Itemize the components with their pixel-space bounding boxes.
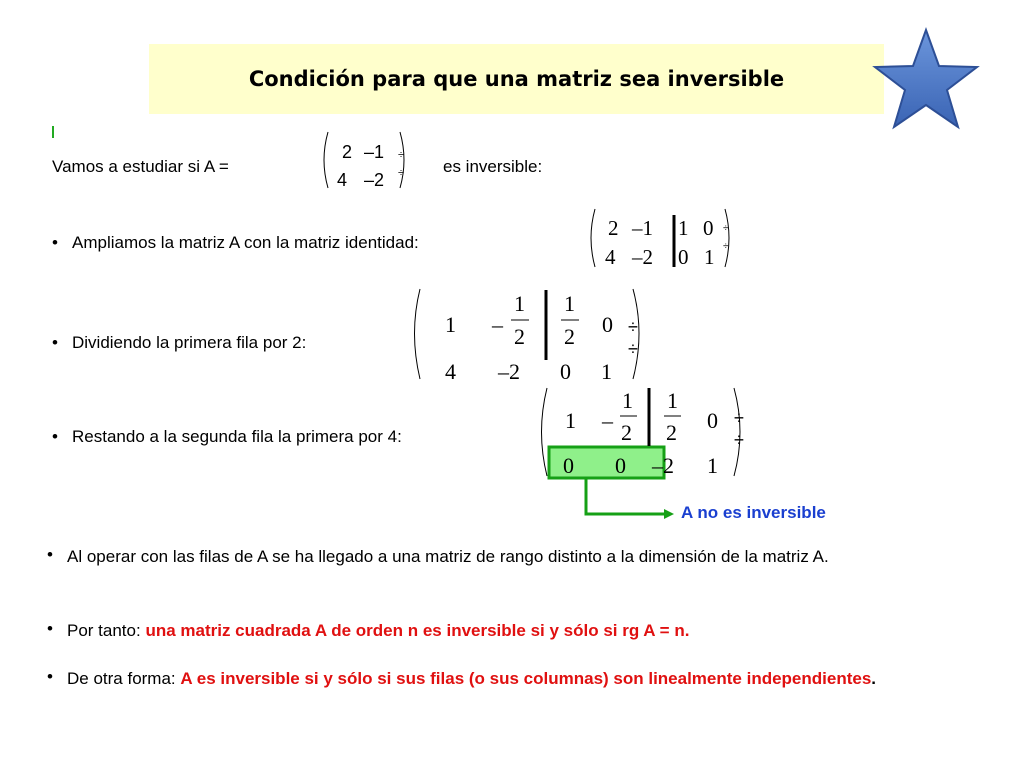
fraction-numerator: 1 (667, 388, 678, 413)
bullet: • (47, 667, 53, 686)
matrix-cell: 1 (445, 312, 456, 337)
matrix-cell: 2 (342, 142, 353, 162)
bracket-glyph: ÷ (628, 317, 638, 337)
matrix-cell: 1 (601, 359, 612, 384)
title-banner (149, 44, 884, 114)
intro-suffix: es inversible: (443, 157, 543, 176)
step1-label: Ampliamos la matriz A con la matriz identidad: (72, 233, 419, 252)
matrix-step-divide (405, 285, 655, 385)
bracket-glyph: ÷ (398, 149, 405, 161)
bracket-glyph: ÷ (723, 223, 729, 234)
bullet: • (52, 233, 58, 252)
matrix-cell: 0 (560, 359, 571, 384)
bracket-glyph: ÷ (398, 167, 405, 179)
matrix-cell: –1 (364, 142, 385, 162)
matrix-cell: 2 (608, 216, 619, 240)
matrix-cell: 1 (704, 245, 715, 269)
theorem-statement: una matriz cuadrada A de orden n es inversible si y sólo si rg A = n. (145, 621, 690, 640)
intro-prefix: Vamos a estudiar si A = (52, 157, 229, 176)
bracket-glyph: ÷ (734, 430, 744, 450)
fraction-numerator: 1 (564, 291, 575, 316)
matrix-a (318, 128, 418, 192)
bracket-glyph: ÷ (628, 339, 638, 359)
paragraph-prefix: De otra forma: (67, 669, 181, 688)
paragraph-conclusion (67, 619, 987, 643)
matrix-cell: 0 (707, 408, 718, 433)
matrix-cell: 0 (678, 245, 689, 269)
matrix-cell: 0 (615, 453, 626, 478)
paragraph-prefix: Por tanto: (67, 621, 146, 640)
matrix-augmented-identity (583, 205, 743, 273)
matrix-cell: 0 (602, 312, 613, 337)
fraction-denominator: 2 (621, 420, 632, 445)
bullet: • (47, 545, 53, 564)
annotation-not-invertible: A no es inversible (681, 503, 826, 522)
cursor-mark (52, 126, 54, 138)
paragraph-alternative (67, 667, 987, 691)
page-title: Condición para que una matriz sea inversible (248, 67, 785, 91)
paragraph-rank: Al operar con las filas de A se ha llegado a una matriz de rango distinto a la dimensión de la matriz A. (67, 547, 829, 566)
bullet: • (52, 333, 58, 352)
period: . (871, 669, 877, 688)
matrix-cell: –2 (652, 453, 674, 478)
fraction-numerator: 1 (622, 388, 633, 413)
bracket-glyph: ÷ (734, 408, 744, 428)
bracket-glyph: ÷ (723, 241, 729, 252)
arrow-right-icon (580, 478, 680, 523)
matrix-cell: 4 (337, 170, 348, 190)
matrix-cell: 4 (445, 359, 456, 384)
star-icon (871, 26, 981, 134)
matrix-cell: 4 (605, 245, 616, 269)
fraction-denominator: 2 (564, 324, 575, 349)
matrix-cell: –2 (364, 170, 385, 190)
fraction-denominator: 2 (514, 324, 525, 349)
fraction-denominator: 2 (666, 420, 677, 445)
minus-sign: – (492, 312, 503, 337)
matrix-cell: 1 (565, 408, 576, 433)
theorem-statement-alt: A es inversible si y sólo si sus filas (o sus columnas) son linealmente independientes (180, 669, 872, 688)
matrix-cell: 0 (563, 453, 574, 478)
step3-label: Restando a la segunda fila la primera por 4: (72, 427, 402, 446)
fraction-numerator: 1 (514, 291, 525, 316)
matrix-cell: –2 (498, 359, 520, 384)
matrix-cell: 1 (678, 216, 689, 240)
matrix-step-subtract (532, 384, 772, 484)
bullet: • (52, 427, 58, 446)
minus-sign: – (602, 408, 613, 433)
matrix-cell: –2 (632, 245, 653, 269)
matrix-cell: 1 (707, 453, 718, 478)
step2-label: Dividiendo la primera fila por 2: (72, 333, 307, 352)
matrix-cell: 0 (703, 216, 714, 240)
bullet: • (47, 619, 53, 638)
matrix-cell: –1 (632, 216, 653, 240)
